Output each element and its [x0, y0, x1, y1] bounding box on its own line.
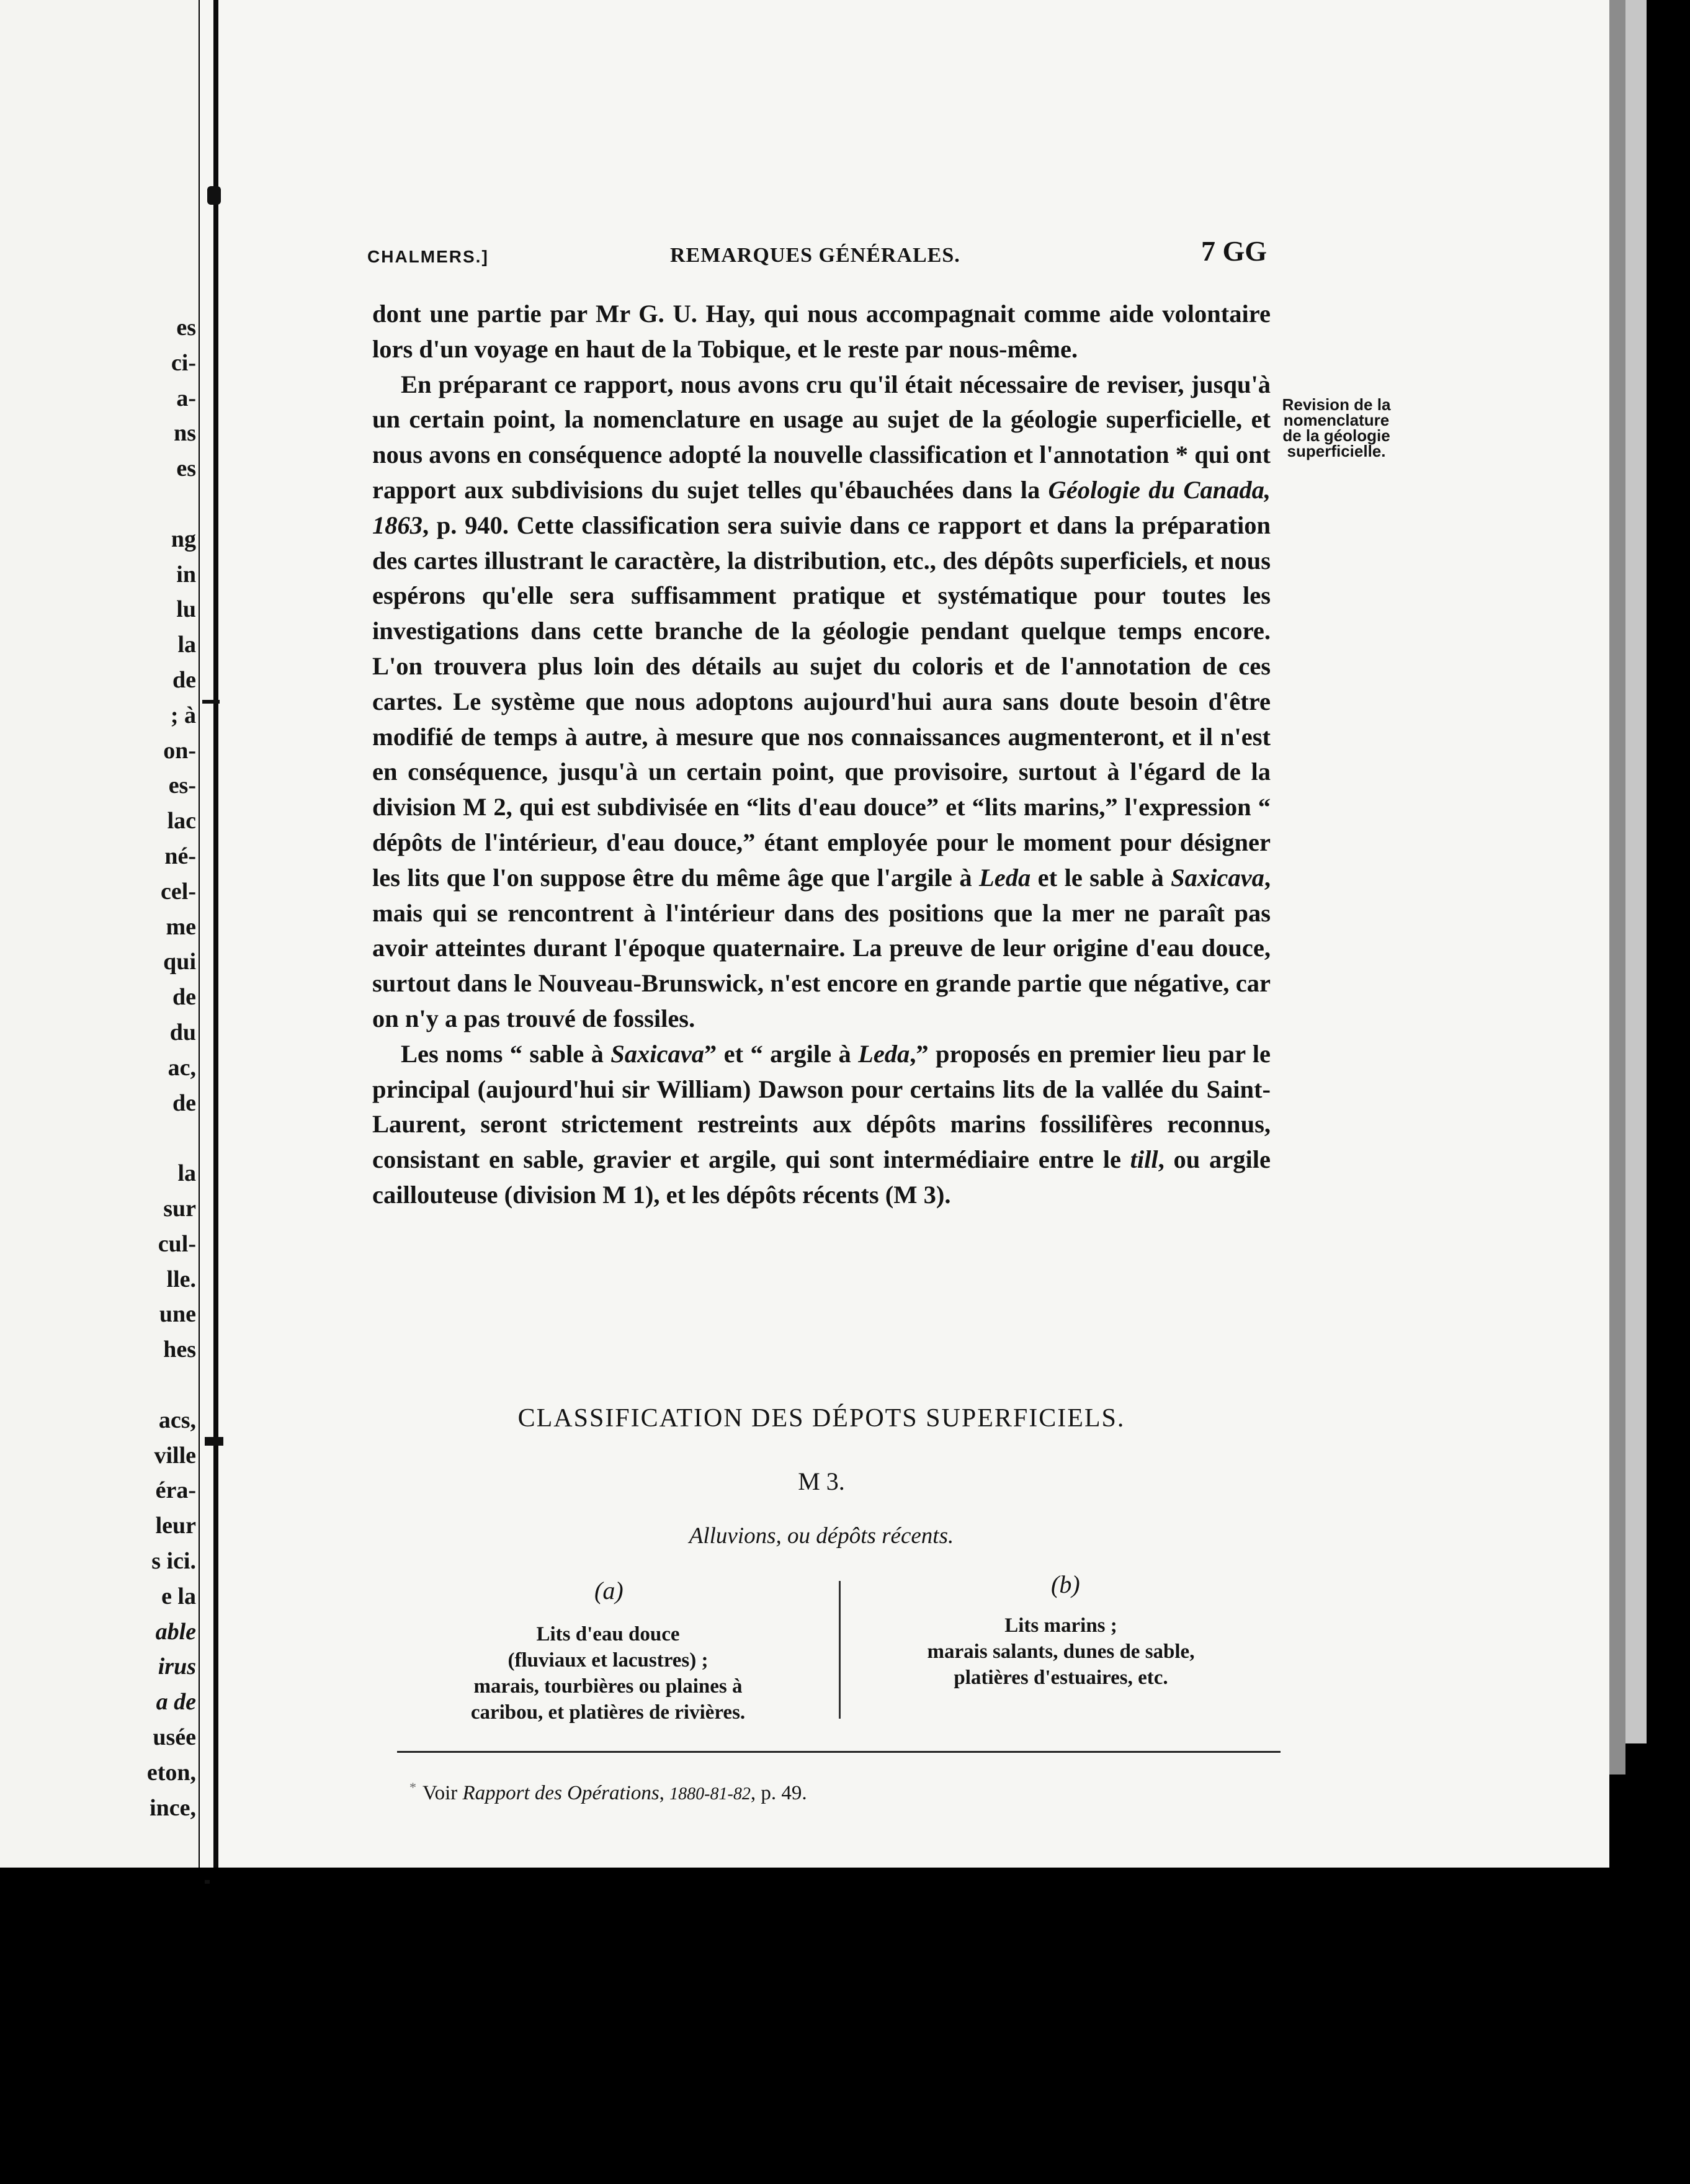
- previous-page-fragment: irus: [158, 1654, 196, 1680]
- text-run: En préparant ce rapport, nous avons cru qu'il était nécessaire de reviser, jusqu'à un certain point, la nomenclature en usage au sujet de la géologie superficielle, et nous avons en conséquence adopté la nouvelle classification et l'annotation * qui ont rapport aux subdivisions du sujet telles qu'ébauchées dans la: [372, 370, 1271, 504]
- previous-page-fragment: lle.: [166, 1266, 196, 1292]
- binding-mark: [205, 1880, 210, 1884]
- margin-note-line: de la géologie: [1282, 426, 1390, 445]
- margin-note-line: nomenclature: [1283, 411, 1390, 429]
- footnote-rule: [397, 1751, 1281, 1753]
- previous-page-fragment: a de: [156, 1689, 196, 1716]
- previous-page-fragment: éra-: [155, 1477, 196, 1504]
- column-line: marais, tourbières ou plaines à: [473, 1675, 743, 1698]
- previous-page-fragment: s ici.: [151, 1548, 196, 1574]
- previous-page-fragment: ; à: [170, 702, 196, 728]
- classification-code: M 3.: [798, 1467, 845, 1495]
- previous-page-fragment: qui: [163, 949, 196, 975]
- text-run: , ou argile caillouteuse (division M 1), et les dépôts récents (M 3).: [372, 1145, 1271, 1209]
- previous-page-fragment: cel-: [161, 878, 196, 905]
- text-run-italic: Leda: [979, 863, 1031, 892]
- previous-page-fragment: ville: [154, 1442, 196, 1469]
- previous-page-fragment: a-: [176, 385, 196, 411]
- column-line: marais salants, dunes de sable,: [927, 1640, 1195, 1663]
- previous-page-fragment: on-: [163, 737, 196, 764]
- column-line: Lits d'eau douce: [536, 1623, 680, 1645]
- previous-page-fragment: es: [176, 315, 196, 341]
- previous-page-fragment: ng: [171, 526, 196, 552]
- page-number: 7 GG: [1201, 235, 1268, 267]
- previous-page-fragment: sur: [163, 1196, 196, 1222]
- footnote-years: 1880-81-82: [669, 1784, 751, 1804]
- text-run: ,” proposés en premier lieu par le principal (aujourd'hui sir William) Dawson pour certains lits de la vallée du Saint-Laurent, seront strictement restreints aux dépôts marins fossilifères reconnus, consistant en sable, gravier et argile, qui sont intermédiaire entre le: [372, 1039, 1271, 1174]
- previous-page-fragment: une: [159, 1301, 196, 1328]
- page-edge-shadow: [1609, 0, 1625, 1774]
- previous-page-fragment: cul-: [158, 1230, 196, 1257]
- column-divider: [839, 1581, 841, 1719]
- text-run: ” et “ argile à: [704, 1039, 859, 1068]
- text-run: et le sable à: [1031, 863, 1171, 892]
- text-run-italic: Saxicava: [1171, 863, 1264, 892]
- margin-note-line: Revision de la: [1282, 395, 1391, 414]
- column-b-text: [875, 1613, 1247, 1691]
- footnote-title: Rapport des Opérations: [462, 1782, 659, 1804]
- previous-page-fragment: e la: [161, 1583, 196, 1609]
- column-b-label: (b): [1051, 1570, 1080, 1598]
- text-run-italic: Géologie du Canada, 1863: [372, 475, 1271, 539]
- previous-page-fragment: hes: [163, 1336, 196, 1363]
- column-line: caribou, et platières de rivières.: [470, 1701, 746, 1724]
- previous-page-fragment: acs,: [158, 1407, 196, 1433]
- previous-page-fragment: ns: [174, 420, 196, 447]
- running-header-author: CHALMERS.]: [367, 247, 489, 266]
- binding-mark: [205, 1437, 223, 1446]
- previous-page-fragment: es-: [168, 772, 196, 799]
- previous-page-fragment: leur: [155, 1513, 196, 1539]
- running-header-title: REMARQUES GÉNÉRALES.: [670, 244, 960, 267]
- binding-mark: [202, 700, 220, 704]
- column-a-text: [409, 1621, 807, 1725]
- previous-page-fragment: de: [172, 667, 196, 693]
- column-line: (fluviaux et lacustres) ;: [507, 1649, 709, 1672]
- text-run: Les noms “ sable à: [401, 1039, 611, 1068]
- column-line: platières d'estuaires, etc.: [954, 1667, 1168, 1689]
- binding-gutter: [213, 0, 218, 1868]
- previous-page-fragment: eton,: [146, 1759, 196, 1786]
- footnote-text: Voir: [423, 1782, 463, 1804]
- footnote: * Voir Rapport des Opérations, 1880-81-82, p. 49.: [409, 1779, 807, 1804]
- previous-page-fragment: lac: [167, 808, 196, 835]
- previous-page-fragment: able: [155, 1618, 196, 1645]
- text-run: , mais qui se rencontrent à l'intérieur dans des positions que la mer ne paraît pas avoir atteintes durant l'époque quaternaire. La preuve de leur origine d'eau douce, surtout dans le Nouveau-Brunswick, n'est encore en grande partie que négative, car on n'y a pas trouvé de fossiles.: [372, 863, 1271, 1032]
- text-run-italic: Leda: [858, 1039, 910, 1068]
- paragraph-continued: dont une partie par Mr G. U. Hay, qui nous accompagnait comme aide volontaire lors d'un voyage en haut de la Tobique, et le reste par nous-même.: [372, 300, 1271, 363]
- previous-page-fragment: ince,: [150, 1794, 196, 1821]
- previous-page-fragment: ci-: [171, 349, 196, 376]
- previous-page-fragment: lu: [176, 596, 196, 623]
- text-run-italic: till: [1130, 1145, 1158, 1174]
- previous-page-fragment: du: [169, 1019, 196, 1045]
- column-line: Lits marins ;: [1004, 1614, 1117, 1637]
- previous-page-fragment: de: [172, 1090, 196, 1116]
- previous-page-fragment: usée: [153, 1724, 196, 1750]
- paragraph-names: [372, 1037, 1271, 1213]
- column-a-label: (a): [594, 1577, 624, 1604]
- body-text: [372, 297, 1271, 1213]
- page-edge-light: [1625, 0, 1647, 1743]
- text-run: , p. 940. Cette classification sera suivie dans ce rapport et dans la préparation des cartes illustrant le caractère, la distribution, etc., des dépôts superficiels, et nous espérons qu'elle sera suffisamment pratique et systématique pour toutes les investigations dans cette branche de la géologie pendant quelque temps encore. L'on trouvera plus loin des détails au sujet du coloris et de l'annotation de ces cartes. Le système que nous adoptons aujourd'hui aura sans doute besoin d'être modifié de temps à autre, à mesure que nos connaissances augmenteront, et il n'est en conséquence, jusqu'à un certain point, que provisoire, surtout à l'égard de la division M 2, qui est subdivisée en “lits d'eau douce” et “lits marins,” l'expression “ dépôts de l'intérieur, d'eau douce,” étant employée pour le moment pour désigner les lits que l'on suppose être du même âge que l'argile à: [372, 511, 1271, 892]
- paragraph-nomenclature: [372, 367, 1271, 1037]
- binding-mark: [207, 186, 221, 205]
- previous-page-fragment: me: [166, 913, 196, 940]
- section-heading: CLASSIFICATION DES DÉPOTS SUPERFICIELS.: [517, 1404, 1125, 1433]
- previous-page-fragment: de: [172, 984, 196, 1011]
- previous-page-fragment: ac,: [168, 1054, 196, 1081]
- footnote-text: , p. 49.: [750, 1782, 807, 1804]
- previous-page-fragment: in: [176, 561, 196, 588]
- classification-subtitle: Alluvions, ou dépôts récents.: [689, 1523, 954, 1549]
- text-run-italic: Saxicava: [610, 1039, 704, 1068]
- previous-page-fragment: la: [177, 1160, 196, 1187]
- previous-page-fragment: es: [176, 455, 196, 482]
- margin-note: [1268, 397, 1405, 459]
- previous-page-fragment: la: [177, 632, 196, 658]
- footnote-mark: *: [409, 1779, 416, 1795]
- margin-note-line: superficielle.: [1287, 442, 1386, 460]
- previous-page-fragment: né-: [164, 843, 196, 869]
